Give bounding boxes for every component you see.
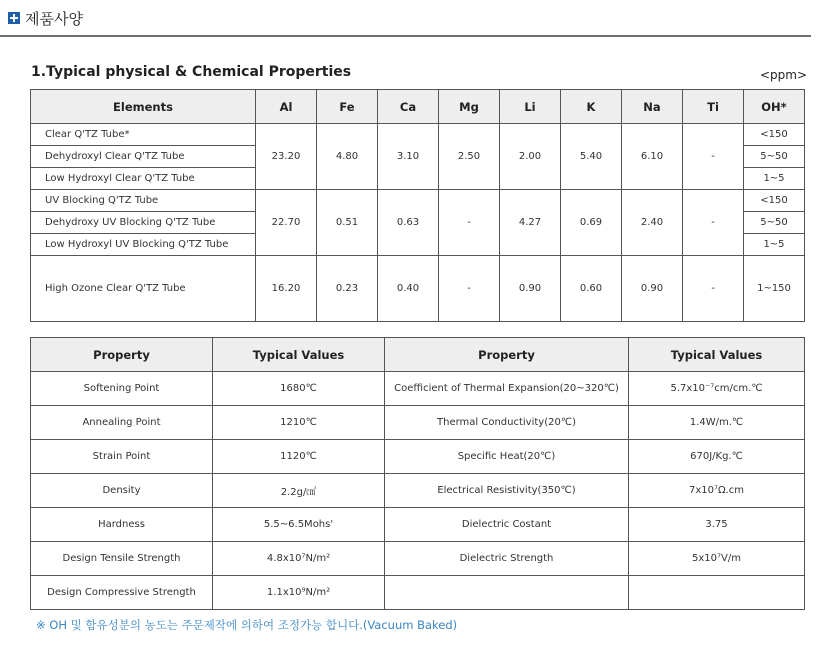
value-k: 5.40 [561,124,622,190]
value-oh: 5~50 [744,212,805,234]
header-na: Na [622,90,683,124]
value-oh: <150 [744,124,805,146]
header-typical-values: Typical Values [629,338,805,372]
property-value: 3.75 [629,508,805,542]
header-elements: Elements [31,90,256,124]
value-li: 0.90 [500,256,561,322]
value-na: 6.10 [622,124,683,190]
property-name: Thermal Conductivity(20℃) [385,406,629,440]
value-mg: 2.50 [439,124,500,190]
property-name: Dielectric Strength [385,542,629,576]
product-name: Low Hydroxyl Clear Q'TZ Tube [31,168,256,190]
value-oh: 1~150 [744,256,805,322]
product-name: UV Blocking Q'TZ Tube [31,190,256,212]
value-ca: 0.40 [378,256,439,322]
value-al: 23.20 [256,124,317,190]
table1-header-row [31,90,805,124]
product-name: Low Hydroxyl UV Blocking Q'TZ Tube [31,234,256,256]
section-title: 1.Typical physical & Chemical Properties [31,64,352,80]
property-value: 5x10⁷V/m [629,542,805,576]
page-header [0,0,811,37]
property-value: 5.5~6.5Mohs' [213,508,385,542]
value-al: 16.20 [256,256,317,322]
property-value: 1.1x10⁹N/m² [213,576,385,610]
product-name: High Ozone Clear Q'TZ Tube [31,256,256,322]
table-row [31,508,805,542]
chemical-properties-table [30,89,805,322]
value-ca: 0.63 [378,190,439,256]
property-value: 5.7x10⁻⁷cm/cm.℃ [629,372,805,406]
physical-properties-table [30,337,805,610]
property-value: 670J/Kg.℃ [629,440,805,474]
property-name: Annealing Point [31,406,213,440]
property-name: Hardness [31,508,213,542]
table-row [31,256,805,322]
table2-header-row [31,338,805,372]
header-typical-values: Typical Values [213,338,385,372]
property-value: 1210℃ [213,406,385,440]
property-name: Electrical Resistivity(350℃) [385,474,629,508]
header-ti: Ti [683,90,744,124]
table-row [31,474,805,508]
header-mg: Mg [439,90,500,124]
value-fe: 0.23 [317,256,378,322]
value-al: 22.70 [256,190,317,256]
property-name: Design Tensile Strength [31,542,213,576]
header-al: Al [256,90,317,124]
property-value: 1120℃ [213,440,385,474]
value-mg: - [439,256,500,322]
header-li: Li [500,90,561,124]
value-k: 0.69 [561,190,622,256]
value-oh: 5~50 [744,146,805,168]
table-row [31,124,805,146]
value-oh: 1~5 [744,234,805,256]
property-value: 7x10⁷Ω.cm [629,474,805,508]
property-name: Coefficient of Thermal Expansion(20~320℃) [385,372,629,406]
value-oh: 1~5 [744,168,805,190]
product-name: Dehydroxyl Clear Q'TZ Tube [31,146,256,168]
value-fe: 4.80 [317,124,378,190]
footnote: ※ OH 및 함유성분의 농도는 주문제작에 의하여 조정가능 합니다.(Vacuum Baked) [36,618,458,632]
product-name: Clear Q'TZ Tube* [31,124,256,146]
property-name: Softening Point [31,372,213,406]
property-name [385,576,629,610]
property-value: 2.2g/㎤ [213,474,385,508]
product-name: Dehydroxy UV Blocking Q'TZ Tube [31,212,256,234]
value-fe: 0.51 [317,190,378,256]
property-name: Dielectric Costant [385,508,629,542]
property-value: 1.4W/m.℃ [629,406,805,440]
plus-icon [8,12,20,24]
page-title: 제품사양 [25,10,83,28]
header-k: K [561,90,622,124]
property-name: Specific Heat(20℃) [385,440,629,474]
value-li: 2.00 [500,124,561,190]
value-li: 4.27 [500,190,561,256]
value-na: 0.90 [622,256,683,322]
value-ti: - [683,256,744,322]
property-value: 4.8x10⁷N/m² [213,542,385,576]
value-ti: - [683,190,744,256]
table-row [31,440,805,474]
table-row [31,190,805,212]
table-row [31,406,805,440]
property-name: Design Compressive Strength [31,576,213,610]
header-property: Property [385,338,629,372]
header-fe: Fe [317,90,378,124]
property-value [629,576,805,610]
property-value: 1680℃ [213,372,385,406]
value-ti: - [683,124,744,190]
value-k: 0.60 [561,256,622,322]
table-row [31,542,805,576]
header-ca: Ca [378,90,439,124]
header-oh: OH* [744,90,805,124]
table-row [31,372,805,406]
table-row [31,576,805,610]
value-ca: 3.10 [378,124,439,190]
unit-label: <ppm> [760,68,808,82]
value-mg: - [439,190,500,256]
header-property: Property [31,338,213,372]
property-name: Strain Point [31,440,213,474]
value-na: 2.40 [622,190,683,256]
value-oh: <150 [744,190,805,212]
property-name: Density [31,474,213,508]
